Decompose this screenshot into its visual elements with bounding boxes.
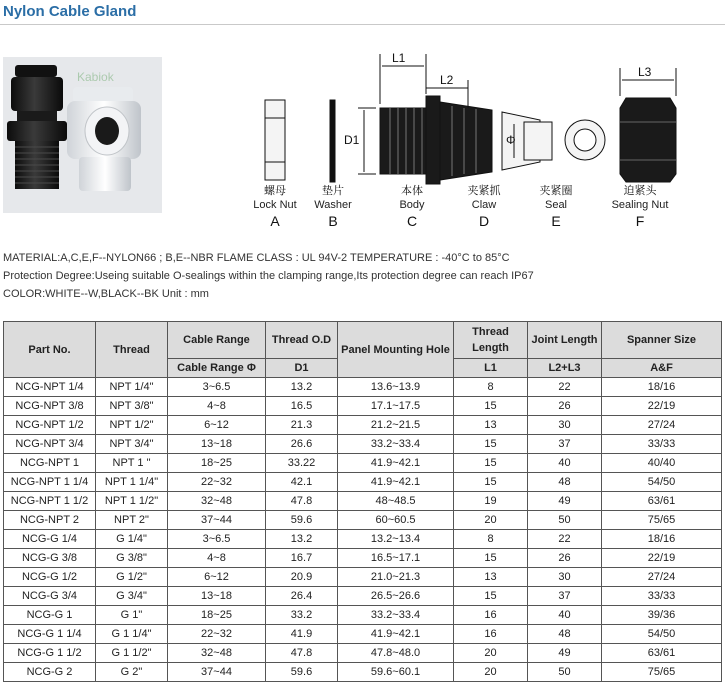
dim-phi: Φ <box>506 133 516 147</box>
product-photo <box>3 57 162 213</box>
cell-joint-length: 40 <box>528 606 602 625</box>
table-row <box>4 511 722 530</box>
cell-panel-hole: 21.2~21.5 <box>338 416 454 435</box>
seal-drawing <box>524 120 605 160</box>
cell-joint-length: 26 <box>528 397 602 416</box>
cell-cable-range: 3~6.5 <box>168 378 266 397</box>
cell-thread-length: 15 <box>454 587 528 606</box>
cell-cable-range: 32~48 <box>168 644 266 663</box>
cell-thread: G 2" <box>96 663 168 682</box>
cell-spanner-size: 75/65 <box>602 663 722 682</box>
part-d-letter: D <box>478 213 490 229</box>
cell-spanner-size: 33/33 <box>602 587 722 606</box>
cell-thread: NPT 1 " <box>96 454 168 473</box>
cell-part-no: NCG-NPT 1 <box>4 454 96 473</box>
cell-thread-od: 59.6 <box>266 663 338 682</box>
spec-protection: Protection Degree:Useing suitable O-sealings within the clamping range,Its protection degree can reach IP67 <box>3 270 534 282</box>
cell-thread-length: 16 <box>454 625 528 644</box>
part-e-letter: E <box>551 213 561 229</box>
cell-thread-od: 16.5 <box>266 397 338 416</box>
table-row <box>4 473 722 492</box>
cell-thread: G 1/2" <box>96 568 168 587</box>
cell-thread-length: 13 <box>454 416 528 435</box>
cell-spanner-size: 40/40 <box>602 454 722 473</box>
cell-cable-range: 13~18 <box>168 587 266 606</box>
cell-cable-range: 22~32 <box>168 473 266 492</box>
cell-panel-hole: 17.1~17.5 <box>338 397 454 416</box>
table-row <box>4 492 722 511</box>
cell-panel-hole: 13.6~13.9 <box>338 378 454 397</box>
cell-part-no: NCG-NPT 1/2 <box>4 416 96 435</box>
dim-d1: D1 <box>344 133 360 147</box>
cell-panel-hole: 33.2~33.4 <box>338 606 454 625</box>
cell-panel-hole: 13.2~13.4 <box>338 530 454 549</box>
cell-thread: NPT 3/4" <box>96 435 168 454</box>
cell-part-no: NCG-G 2 <box>4 663 96 682</box>
cell-panel-hole: 47.8~48.0 <box>338 644 454 663</box>
table-row <box>4 587 722 606</box>
washer-drawing <box>330 100 335 182</box>
cell-cable-range: 6~12 <box>168 416 266 435</box>
cell-spanner-size: 63/61 <box>602 492 722 511</box>
cell-cable-range: 18~25 <box>168 606 266 625</box>
cell-part-no: NCG-NPT 1 1/2 <box>4 492 96 511</box>
cell-thread: G 1 1/2" <box>96 644 168 663</box>
cell-part-no: NCG-G 1 1/2 <box>4 644 96 663</box>
cell-part-no: NCG-NPT 3/4 <box>4 435 96 454</box>
cell-panel-hole: 33.2~33.4 <box>338 435 454 454</box>
part-f-en: Sealing Nut <box>611 199 669 211</box>
cell-thread: G 1" <box>96 606 168 625</box>
lock-nut-drawing <box>265 100 285 180</box>
cell-thread: NPT 2" <box>96 511 168 530</box>
cell-thread: NPT 1 1/2" <box>96 492 168 511</box>
svg-text:Kabiok: Kabiok <box>77 70 114 84</box>
part-d-cn: 夹紧抓 <box>467 184 501 197</box>
part-b-cn: 垫片 <box>322 184 344 197</box>
cell-thread-length: 15 <box>454 397 528 416</box>
cell-panel-hole: 48~48.5 <box>338 492 454 511</box>
cell-joint-length: 30 <box>528 568 602 587</box>
cell-thread-od: 13.2 <box>266 530 338 549</box>
part-a-letter: A <box>270 213 280 229</box>
cell-thread: NPT 1/4" <box>96 378 168 397</box>
cell-thread: G 3/8" <box>96 549 168 568</box>
part-e-en: Seal <box>544 199 568 211</box>
cell-joint-length: 30 <box>528 416 602 435</box>
col-header-thread-length: Thread Length <box>454 322 528 359</box>
cell-joint-length: 50 <box>528 663 602 682</box>
cell-thread-length: 16 <box>454 606 528 625</box>
table-row <box>4 644 722 663</box>
cell-thread-length: 15 <box>454 435 528 454</box>
cell-thread-length: 19 <box>454 492 528 511</box>
cell-part-no: NCG-NPT 2 <box>4 511 96 530</box>
table-row <box>4 416 722 435</box>
cell-thread: NPT 3/8" <box>96 397 168 416</box>
part-e-cn: 夹紧圈 <box>539 184 573 197</box>
cell-thread-od: 47.8 <box>266 492 338 511</box>
col-header-thread-od: Thread O.D <box>266 322 338 359</box>
cell-part-no: NCG-G 1 <box>4 606 96 625</box>
cell-part-no: NCG-NPT 1 1/4 <box>4 473 96 492</box>
cell-spanner-size: 39/36 <box>602 606 722 625</box>
table-row <box>4 397 722 416</box>
title-divider <box>0 24 725 25</box>
part-a-cn: 螺母 <box>264 184 286 197</box>
cell-cable-range: 4~8 <box>168 549 266 568</box>
dim-l2: L2 <box>440 73 454 87</box>
cell-cable-range: 18~25 <box>168 454 266 473</box>
cell-cable-range: 3~6.5 <box>168 530 266 549</box>
cell-spanner-size: 54/50 <box>602 625 722 644</box>
cell-joint-length: 22 <box>528 530 602 549</box>
table-row <box>4 625 722 644</box>
table-row <box>4 530 722 549</box>
cell-thread-od: 59.6 <box>266 511 338 530</box>
spec-table-body <box>4 378 722 682</box>
part-c-cn: 本体 <box>401 184 423 197</box>
part-d-en: Claw <box>471 199 497 211</box>
cell-joint-length: 37 <box>528 435 602 454</box>
cell-joint-length: 22 <box>528 378 602 397</box>
cell-thread-od: 20.9 <box>266 568 338 587</box>
cell-thread: G 1 1/4" <box>96 625 168 644</box>
cell-panel-hole: 21.0~21.3 <box>338 568 454 587</box>
cell-thread-length: 15 <box>454 473 528 492</box>
cell-part-no: NCG-G 1/2 <box>4 568 96 587</box>
cell-panel-hole: 41.9~42.1 <box>338 473 454 492</box>
cell-thread: G 3/4" <box>96 587 168 606</box>
cell-thread-length: 15 <box>454 549 528 568</box>
part-label-f <box>612 183 669 229</box>
cell-panel-hole: 59.6~60.1 <box>338 663 454 682</box>
cell-joint-length: 50 <box>528 511 602 530</box>
spec-color: COLOR:WHITE--W,BLACK--BK Unit : mm <box>3 288 209 300</box>
cell-part-no: NCG-G 1/4 <box>4 530 96 549</box>
cell-thread-length: 13 <box>454 568 528 587</box>
col-header-panel-hole: Panel Mounting Hole <box>338 322 454 378</box>
cell-spanner-size: 27/24 <box>602 568 722 587</box>
cell-joint-length: 26 <box>528 549 602 568</box>
cell-thread-od: 21.3 <box>266 416 338 435</box>
cell-thread-length: 8 <box>454 378 528 397</box>
cell-joint-length: 40 <box>528 454 602 473</box>
cell-cable-range: 6~12 <box>168 568 266 587</box>
part-label-d <box>468 183 501 229</box>
cell-spanner-size: 27/24 <box>602 416 722 435</box>
col-header-cable-range: Cable Range <box>168 322 266 359</box>
part-c-en: Body <box>399 199 425 211</box>
cell-thread-od: 26.6 <box>266 435 338 454</box>
cell-part-no: NCG-G 3/8 <box>4 549 96 568</box>
part-b-en: Washer <box>314 199 352 211</box>
dim-l1: L1 <box>392 51 406 65</box>
cell-cable-range: 22~32 <box>168 625 266 644</box>
cell-panel-hole: 16.5~17.1 <box>338 549 454 568</box>
cell-thread-length: 8 <box>454 530 528 549</box>
cell-joint-length: 48 <box>528 625 602 644</box>
cell-thread-od: 16.7 <box>266 549 338 568</box>
cell-part-no: NCG-G 1 1/4 <box>4 625 96 644</box>
cell-thread-od: 33.22 <box>266 454 338 473</box>
cell-thread-length: 20 <box>454 511 528 530</box>
cell-thread-od: 41.9 <box>266 625 338 644</box>
col-header-part-no: Part No. <box>4 322 96 378</box>
cell-spanner-size: 18/16 <box>602 378 722 397</box>
cell-thread: G 1/4" <box>96 530 168 549</box>
cell-thread-od: 33.2 <box>266 606 338 625</box>
cell-cable-range: 32~48 <box>168 492 266 511</box>
cell-thread-od: 26.4 <box>266 587 338 606</box>
cell-thread: NPT 1/2" <box>96 416 168 435</box>
cell-spanner-size: 33/33 <box>602 435 722 454</box>
col-header-thread: Thread <box>96 322 168 378</box>
dim-l3: L3 <box>638 65 652 79</box>
cell-panel-hole: 41.9~42.1 <box>338 454 454 473</box>
part-label-a <box>253 183 296 229</box>
exploded-diagram <box>240 48 720 238</box>
cell-thread-length: 20 <box>454 663 528 682</box>
cell-joint-length: 49 <box>528 492 602 511</box>
cell-spanner-size: 22/19 <box>602 397 722 416</box>
cell-panel-hole: 41.9~42.1 <box>338 625 454 644</box>
cell-panel-hole: 26.5~26.6 <box>338 587 454 606</box>
cell-joint-length: 37 <box>528 587 602 606</box>
cell-cable-range: 37~44 <box>168 511 266 530</box>
table-row <box>4 606 722 625</box>
cell-joint-length: 48 <box>528 473 602 492</box>
part-a-en: Lock Nut <box>253 199 297 211</box>
black-gland-graphic <box>7 65 67 189</box>
cell-spanner-size: 75/65 <box>602 511 722 530</box>
body-drawing <box>380 96 492 184</box>
col-header-joint-length: Joint Length <box>528 322 602 359</box>
col-subheader-l2l3: L2+L3 <box>528 359 602 378</box>
cell-spanner-size: 18/16 <box>602 530 722 549</box>
cell-thread-od: 42.1 <box>266 473 338 492</box>
cell-thread: NPT 1 1/4" <box>96 473 168 492</box>
cell-thread-length: 15 <box>454 454 528 473</box>
cell-cable-range: 37~44 <box>168 663 266 682</box>
page-title: Nylon Cable Gland <box>3 3 137 20</box>
sealing-nut-drawing <box>620 98 676 182</box>
table-row <box>4 454 722 473</box>
cell-spanner-size: 22/19 <box>602 549 722 568</box>
part-c-letter: C <box>406 213 418 229</box>
cell-thread-od: 13.2 <box>266 378 338 397</box>
table-row <box>4 663 722 682</box>
cell-part-no: NCG-NPT 1/4 <box>4 378 96 397</box>
cell-thread-length: 20 <box>454 644 528 663</box>
spec-material: MATERIAL:A,C,E,F--NYLON66 ; B,E--NBR FLAME CLASS : UL 94V-2 TEMPERATURE : -40°C to 85°C <box>3 252 510 264</box>
table-row <box>4 549 722 568</box>
spec-table <box>3 321 722 682</box>
cell-cable-range: 4~8 <box>168 397 266 416</box>
table-row <box>4 435 722 454</box>
col-subheader-cable-range: Cable Range Φ <box>168 359 266 378</box>
cell-cable-range: 13~18 <box>168 435 266 454</box>
cell-panel-hole: 60~60.5 <box>338 511 454 530</box>
cell-spanner-size: 63/61 <box>602 644 722 663</box>
part-b-letter: B <box>328 213 338 229</box>
part-label-b <box>314 183 352 229</box>
part-label-c <box>399 183 425 229</box>
col-subheader-af: A&F <box>602 359 722 378</box>
cell-spanner-size: 54/50 <box>602 473 722 492</box>
cell-part-no: NCG-NPT 3/8 <box>4 397 96 416</box>
table-row <box>4 568 722 587</box>
cell-part-no: NCG-G 3/4 <box>4 587 96 606</box>
part-f-letter: F <box>635 213 645 229</box>
cell-thread-od: 47.8 <box>266 644 338 663</box>
table-row <box>4 378 722 397</box>
col-header-spanner: Spanner Size <box>602 322 722 359</box>
part-label-e <box>540 183 573 229</box>
cell-joint-length: 49 <box>528 644 602 663</box>
col-subheader-l1: L1 <box>454 359 528 378</box>
part-f-cn: 迫紧头 <box>623 184 657 197</box>
col-subheader-d1: D1 <box>266 359 338 378</box>
